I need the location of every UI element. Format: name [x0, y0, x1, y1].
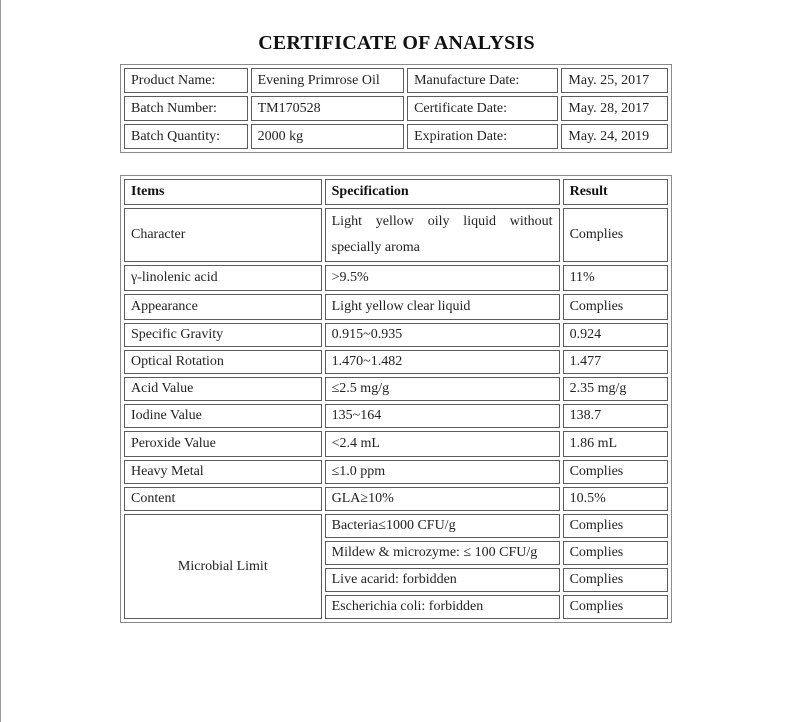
batch-number-value: TM170528 [251, 96, 404, 121]
manufacture-date-value: May. 25, 2017 [561, 68, 668, 93]
row-spec: Escherichia coli: forbidden [325, 595, 560, 619]
row-item: Acid Value [124, 377, 322, 401]
product-name-value: Evening Primrose Oil [251, 68, 404, 93]
info-row-batch [124, 96, 668, 121]
info-row-product [124, 68, 668, 93]
row-result: 1.86 mL [563, 431, 668, 457]
certificate-date-label: Certificate Date: [407, 96, 558, 121]
table-row [124, 460, 668, 484]
header-specification: Specification [325, 179, 560, 205]
row-spec: ≤1.0 ppm [325, 460, 560, 484]
row-item: Iodine Value [124, 404, 322, 428]
table-row [124, 431, 668, 457]
analysis-table [120, 175, 672, 623]
batch-quantity-value: 2000 kg [251, 124, 404, 149]
expiration-date-label: Expiration Date: [407, 124, 558, 149]
row-spec: >9.5% [325, 265, 560, 291]
row-item: Peroxide Value [124, 431, 322, 457]
row-result: 10.5% [563, 487, 668, 511]
row-item: Optical Rotation [124, 350, 322, 374]
expiration-date-value: May. 24, 2019 [561, 124, 668, 149]
row-item: Heavy Metal [124, 460, 322, 484]
row-result: 11% [563, 265, 668, 291]
row-spec: Light yellow oily liquid without specially aroma [325, 208, 560, 262]
row-result: Complies [563, 595, 668, 619]
row-result: Complies [563, 208, 668, 262]
product-name-label: Product Name: [124, 68, 248, 93]
batch-quantity-label: Batch Quantity: [124, 124, 248, 149]
table-row [124, 404, 668, 428]
header-items: Items [124, 179, 322, 205]
row-spec: Bacteria≤1000 CFU/g [325, 514, 560, 538]
table-row [124, 265, 668, 291]
row-item: Character [124, 208, 322, 262]
table-row [124, 377, 668, 401]
row-result: Complies [563, 514, 668, 538]
batch-number-label: Batch Number: [124, 96, 248, 121]
analysis-header-row [124, 179, 668, 205]
info-row-quantity [124, 124, 668, 149]
row-spec: 0.915~0.935 [325, 323, 560, 347]
table-row [124, 487, 668, 511]
row-result: 1.477 [563, 350, 668, 374]
row-spec: ≤2.5 mg/g [325, 377, 560, 401]
table-row [124, 350, 668, 374]
table-row [124, 514, 668, 538]
row-result: 0.924 [563, 323, 668, 347]
row-spec: 135~164 [325, 404, 560, 428]
page-left-border [0, 0, 1, 722]
row-spec: 1.470~1.482 [325, 350, 560, 374]
row-spec: Mildew & microzyme: ≤ 100 CFU/g [325, 541, 560, 565]
row-item: Specific Gravity [124, 323, 322, 347]
row-item: Content [124, 487, 322, 511]
certificate-date-value: May. 28, 2017 [561, 96, 668, 121]
table-row [124, 294, 668, 320]
row-result: Complies [563, 460, 668, 484]
page-title: CERTIFICATE OF ANALYSIS [258, 32, 535, 54]
row-spec: <2.4 mL [325, 431, 560, 457]
row-item: Appearance [124, 294, 322, 320]
row-result: 138.7 [563, 404, 668, 428]
batch-info-table [120, 64, 672, 153]
row-result: Complies [563, 294, 668, 320]
table-row [124, 323, 668, 347]
row-spec: Light yellow clear liquid [325, 294, 560, 320]
row-item: γ-linolenic acid [124, 265, 322, 291]
header-result: Result [563, 179, 668, 205]
row-result: 2.35 mg/g [563, 377, 668, 401]
microbial-limit-item: Microbial Limit [124, 514, 322, 619]
row-result: Complies [563, 568, 668, 592]
row-result: Complies [563, 541, 668, 565]
row-spec: Live acarid: forbidden [325, 568, 560, 592]
row-spec: GLA≥10% [325, 487, 560, 511]
manufacture-date-label: Manufacture Date: [407, 68, 558, 93]
table-row [124, 208, 668, 262]
